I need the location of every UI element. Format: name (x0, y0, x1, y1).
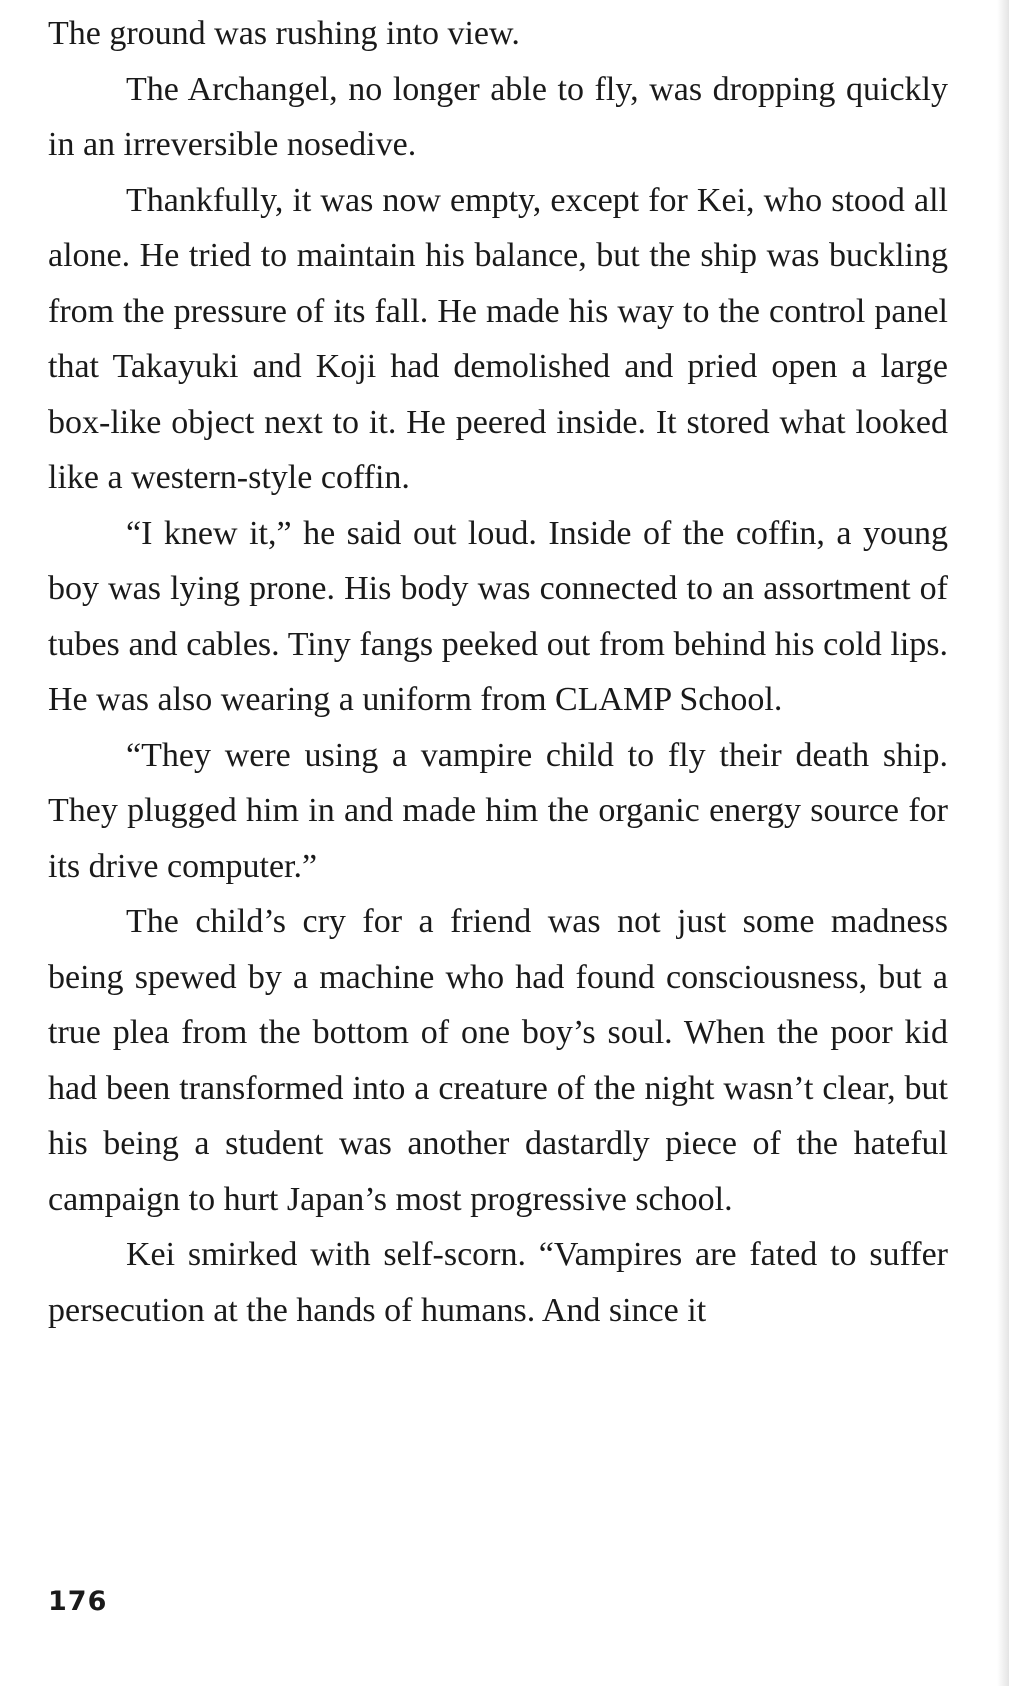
paragraph-6: The child’s cry for a friend was not just some madness being spewed by a machine who had found consciousness, but a true plea from the bottom of one boy’s soul. When the poor kid had been transformed into a creature of the night wasn’t clear, but his being a student was another dastardly piece of the hateful campaign to hurt Japan’s most progressive school. (48, 903, 948, 1218)
paragraph-5: “They were using a vampire child to fly their death ship. They plugged him in and made him the organic energy source for its drive computer.” (48, 736, 948, 885)
paragraph-1: The ground was rushing into view. (48, 15, 520, 52)
page-number: 176 (48, 1586, 108, 1617)
paragraph-2: The Archangel, no longer able to fly, was dropping quickly in an irreversible nosedive. (48, 70, 948, 163)
paragraph-3: Thankfully, it was now empty, except for Kei, who stood all alone. He tried to maintain his balance, but the ship was buckling from the pressure of its fall. He made his way to the control panel that Takayuki and Koji had demolished and pried open a large box-like object next to it. He peered inside. It stored what looked like a western-style coffin. (48, 181, 948, 496)
paragraph-7: Kei smirked with self-scorn. “Vampires are fated to suffer persecution at the hands of humans. And since it (48, 1236, 948, 1329)
body-text (48, 6, 948, 1338)
page-edge-shadow (997, 0, 1009, 1686)
paragraph-4: “I knew it,” he said out loud. Inside of the coffin, a young boy was lying prone. His body was connected to an assortment of tubes and cables. Tiny fangs peeked out from behind his cold lips. He was also wearing a uniform from CLAMP School. (48, 514, 948, 718)
